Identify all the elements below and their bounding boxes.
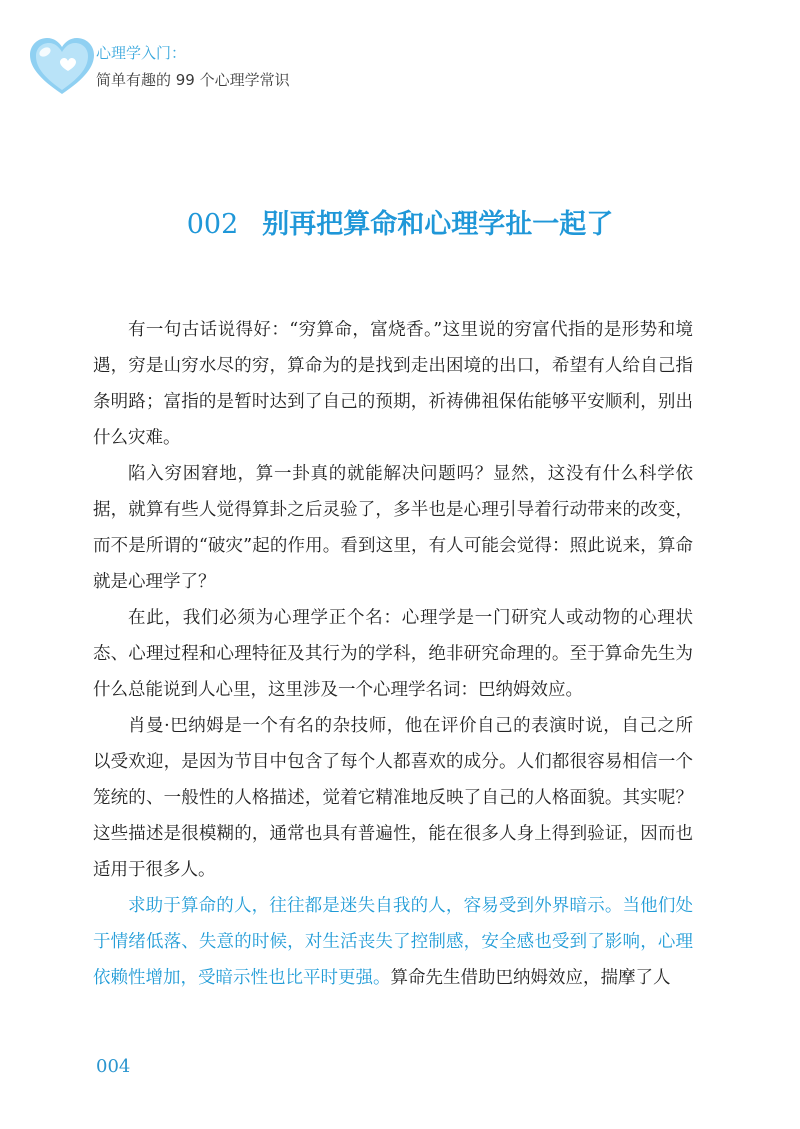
paragraph-continuation: 算命先生借助巴纳姆效应，揣摩了人 [390,968,671,988]
chapter-number: 002 [186,209,239,240]
book-subtitle: 简单有趣的 99 个心理学常识 [96,71,290,89]
paragraph-with-highlight [93,888,693,996]
paragraph: 陷入穷困窘地，算一卦真的就能解决问题吗？显然，这没有什么科学依据，就算有些人觉得算卦之后灵验了，多半也是心理引导着行动带来的改变，而不是所谓的“破灾”起的作用。看到这里，有人可能会觉得：照此说来，算命就是心理学了？ [93,464,693,592]
running-header [28,38,348,98]
highlighted-text: 求助于算命的人，往往都是迷失自我的人，容易受到外界暗示。当他们处于情绪低落、失意的时候，对生活丧失了控制感，安全感也受到了影响，心理依赖性增加，受暗示性也比平时更强。 [93,896,693,988]
page-number: 004 [96,1056,131,1077]
body-text [93,312,693,996]
paragraph: 肖曼·巴纳姆是一个有名的杂技师，他在评价自己的表演时说，自己之所以受欢迎，是因为节目中包含了每个人都喜欢的成分。人们都很容易相信一个笼统的、一般性的人格描述，觉着它精准地反映了自己的人格面貌。其实呢？这些描述是很模糊的，通常也具有普遍性，能在很多人身上得到验证，因而也适用于很多人。 [93,716,693,880]
paragraph: 在此，我们必须为心理学正个名：心理学是一门研究人或动物的心理状态、心理过程和心理特征及其行为的学科，绝非研究命理的。至于算命先生为什么总能说到人心里，这里涉及一个心理学名词：巴纳姆效应。 [93,608,693,700]
paragraph: 有一句古话说得好：“穷算命，富烧香。”这里说的穷富代指的是形势和境遇，穷是山穷水尽的穷，算命为的是找到走出困境的出口，希望有人给自己指条明路；富指的是暂时达到了自己的预期，祈祷佛祖保佑能够平安顺利，别出什么灾难。 [93,320,693,448]
chapter-title: 别再把算命和心理学扯一起了 [262,209,614,240]
heart-logo-icon [28,38,100,98]
chapter-heading [0,205,800,245]
book-title: 心理学入门： [96,44,187,62]
